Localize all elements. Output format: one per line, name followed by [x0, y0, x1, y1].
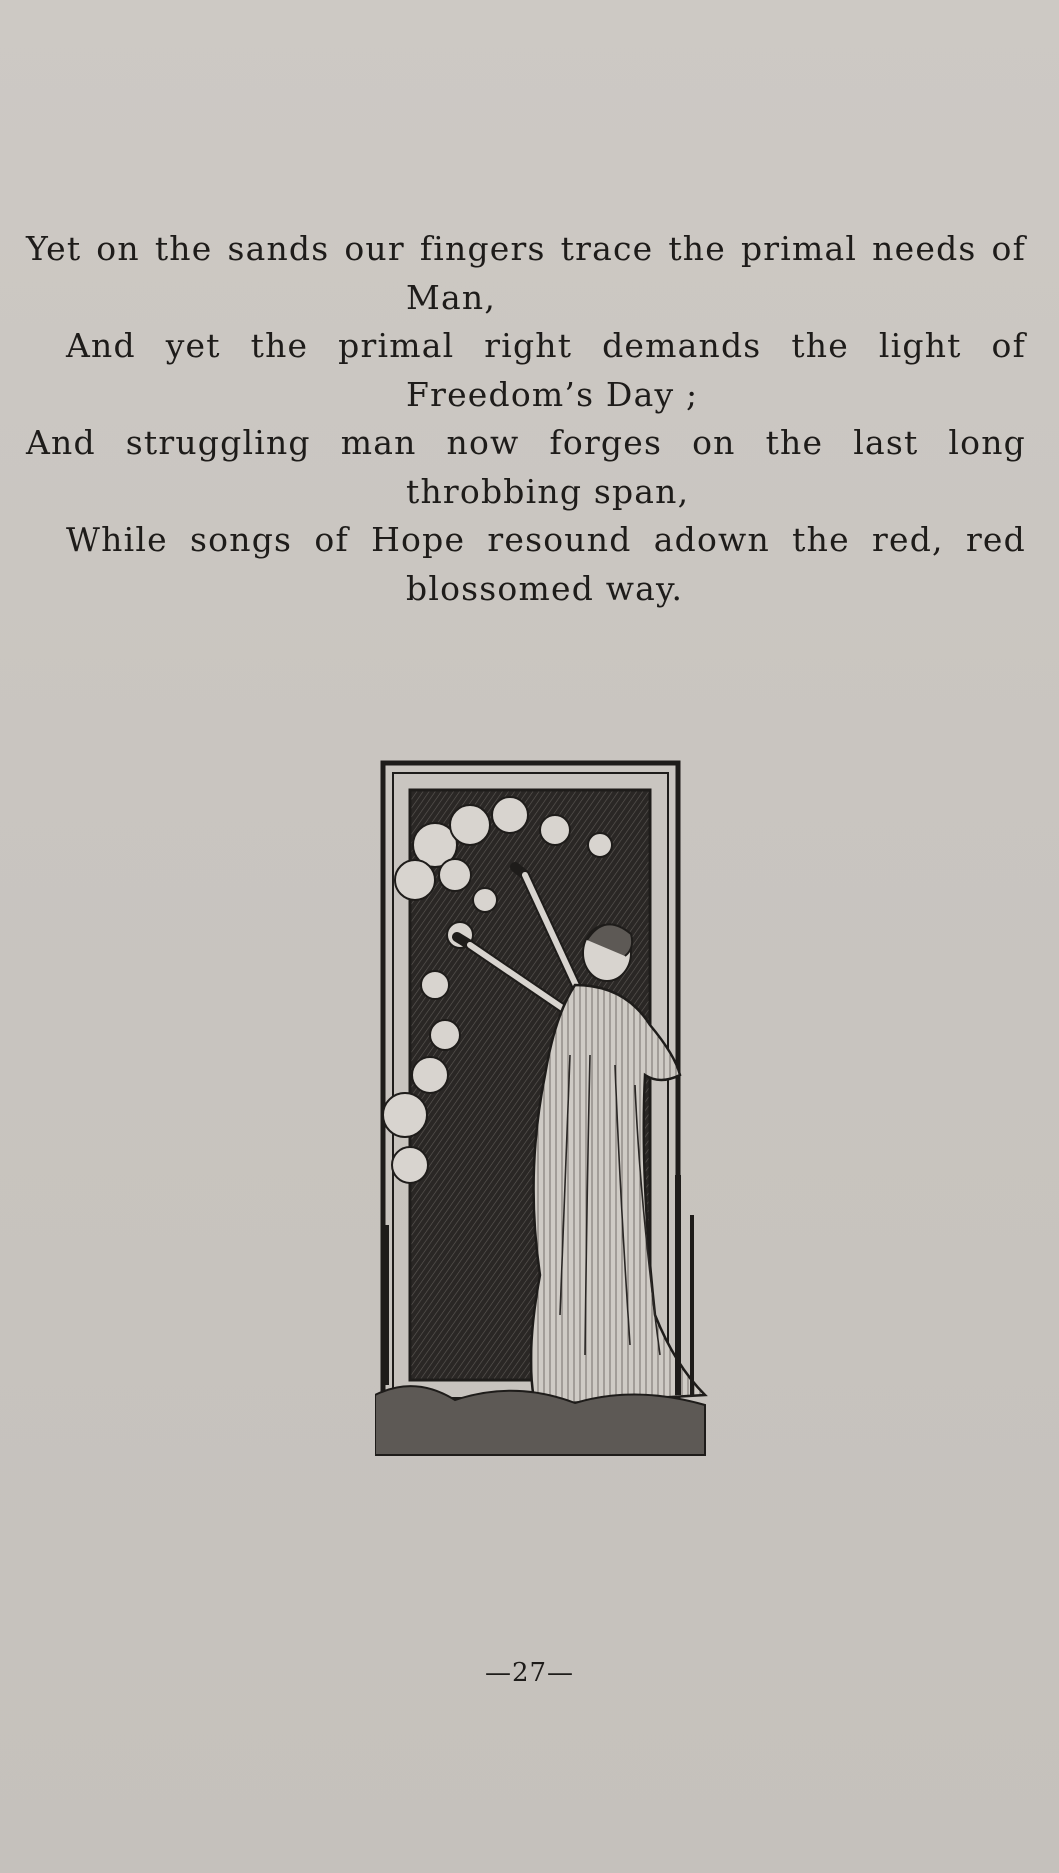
poem-line-1-continuation: Man, [406, 277, 497, 317]
page-number: —27— [484, 1658, 575, 1688]
poem-line-2: And yet the primal right demands the light of [66, 326, 1026, 365]
poem-line-4: While songs of Hope resound adown the red, red [66, 520, 1026, 559]
woman-picking-blossoms-engraving-icon [375, 755, 715, 1490]
poem-stanza [26, 225, 1026, 613]
poem-line-2-continuation: Freedom’s Day ; [406, 374, 699, 414]
poem-line-1: Yet on the sands our fingers trace the primal needs of [26, 229, 1026, 268]
poem-line-3-continuation: throbbing span, [406, 471, 690, 511]
poem-line-3: And struggling man now forges on the last long [26, 423, 1026, 462]
poem-line-4-continuation: blossomed way. [406, 568, 684, 608]
